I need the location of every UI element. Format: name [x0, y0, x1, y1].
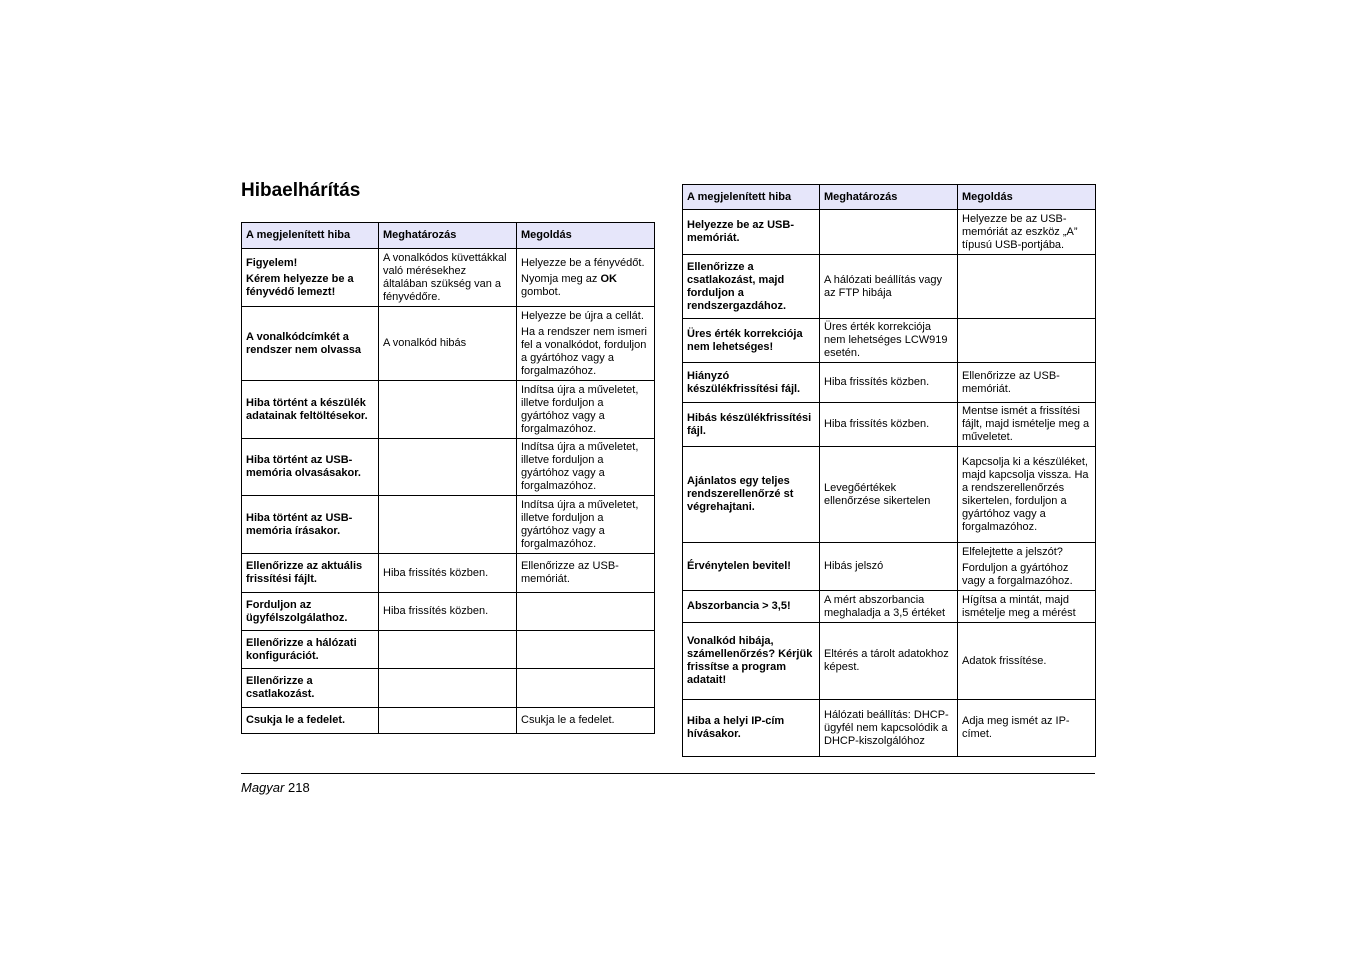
cause-cell: Hiba frissítés közben. [820, 403, 958, 447]
cause-cell [820, 210, 958, 255]
error-cell: Hiba történt az USB-memória olvasásakor. [242, 439, 379, 496]
solution-cell: Adja meg ismét az IP-címet. [958, 700, 1096, 757]
error-cell: Hiba történt a készülék adatainak feltöltésekor. [242, 381, 379, 439]
error-cell: Forduljon az ügyfélszolgálathoz. [242, 593, 379, 631]
error-cell: Hiba történt az USB-memória írásakor. [242, 496, 379, 554]
header-solution: Megoldás [517, 223, 655, 249]
error-cell: Vonalkód hibája, számellenőrzés? Kérjük frissítse a program adatait! [683, 623, 820, 700]
error-cell: Ellenőrizze a csatlakozást. [242, 669, 379, 708]
footer-page-number: 218 [287, 780, 310, 795]
header-error: A megjelenített hiba [683, 185, 820, 210]
solution-cell [517, 631, 655, 669]
error-cell: Csukja le a fedelet. [242, 708, 379, 734]
solution-cell: Indítsa újra a műveletet, illetve forduljon a gyártóhoz vagy a forgalmazóhoz. [517, 381, 655, 439]
error-cell: Ellenőrizze a csatlakozást, majd forduljon a rendszergazdához. [683, 255, 820, 319]
header-error: A megjelenített hiba [242, 223, 379, 249]
cause-cell: Üres érték korrekciója nem lehetséges LCW919 esetén. [820, 319, 958, 363]
solution-cell: Adatok frissítése. [958, 623, 1096, 700]
cause-cell: Hiba frissítés közben. [379, 554, 517, 593]
solution-cell: Kapcsolja ki a készüléket, majd kapcsolja vissza. Ha a rendszerellenőrzés sikertelen, forduljon a gyártóhoz vagy a forgalmazóhoz. [958, 447, 1096, 543]
cause-cell: A hálózati beállítás vagy az FTP hibája [820, 255, 958, 319]
troubleshooting-table-left [241, 222, 655, 734]
solution-cell [517, 593, 655, 631]
cause-cell: Hibás jelszó [820, 543, 958, 591]
solution-cell [958, 255, 1096, 319]
solution-cell [517, 669, 655, 708]
error-cell: Érvénytelen bevitel! [683, 543, 820, 591]
solution-cell: Csukja le a fedelet. [517, 708, 655, 734]
cause-cell [379, 708, 517, 734]
solution-cell: Mentse ismét a frissítési fájlt, majd ismételje meg a műveletet. [958, 403, 1096, 447]
cause-cell: Levegőértékek ellenőrzése sikertelen [820, 447, 958, 543]
solution-cell: Elfelejtette a jelszót? Forduljon a gyártóhoz vagy a forgalmazóhoz. [958, 543, 1096, 591]
cause-cell: A mért abszorbancia meghaladja a 3,5 értéket [820, 591, 958, 623]
page-title: Hibaelhárítás [241, 180, 361, 201]
error-cell: Hibás készülékfrissítési fájl. [683, 403, 820, 447]
cause-cell [379, 496, 517, 554]
solution-cell [958, 319, 1096, 363]
cause-cell: Eltérés a tárolt adatokhoz képest. [820, 623, 958, 700]
header-cause: Meghatározás [820, 185, 958, 210]
cause-cell: Hiba frissítés közben. [820, 363, 958, 403]
solution-cell: Indítsa újra a műveletet, illetve forduljon a gyártóhoz vagy a forgalmazóhoz. [517, 439, 655, 496]
error-cell: Hiba a helyi IP-cím hívásakor. [683, 700, 820, 757]
solution-cell: Ellenőrizze az USB-memóriát. [517, 554, 655, 593]
solution-cell: Helyezze be az USB-memóriát az eszköz „A” típusú USB-portjába. [958, 210, 1096, 255]
solution-cell: Helyezze be újra a cellát. Ha a rendszer nem ismeri fel a vonalkódot, forduljon a gyártóhoz vagy a forgalmazóhoz. [517, 307, 655, 381]
cause-cell: A vonalkód hibás [379, 307, 517, 381]
error-cell: A vonalkódcímkét a rendszer nem olvassa [242, 307, 379, 381]
error-cell: Figyelem! Kérem helyezze be a fényvédő lemezt! [242, 249, 379, 307]
cause-cell: Hiba frissítés közben. [379, 593, 517, 631]
cause-cell [379, 439, 517, 496]
cause-cell: Hálózati beállítás: DHCP-ügyfél nem kapcsolódik a DHCP-kiszolgálóhoz [820, 700, 958, 757]
error-cell: Helyezze be az USB-memóriát. [683, 210, 820, 255]
error-cell: Ellenőrizze az aktuális frissítési fájlt. [242, 554, 379, 593]
error-cell: Abszorbancia > 3,5! [683, 591, 820, 623]
solution-cell: Ellenőrizze az USB-memóriát. [958, 363, 1096, 403]
cause-cell [379, 669, 517, 708]
error-cell: Ajánlatos egy teljes rendszerellenőrzé st végrehajtani. [683, 447, 820, 543]
troubleshooting-table-right [682, 184, 1096, 757]
solution-cell: Hígítsa a mintát, majd ismételje meg a mérést [958, 591, 1096, 623]
error-cell: Ellenőrizze a hálózati konfigurációt. [242, 631, 379, 669]
header-cause: Meghatározás [379, 223, 517, 249]
header-solution: Megoldás [958, 185, 1096, 210]
cause-cell [379, 381, 517, 439]
solution-cell: Helyezze be a fényvédőt. Nyomja meg az OK gombot. [517, 249, 655, 307]
footer-rule [241, 773, 1095, 774]
cause-cell [379, 631, 517, 669]
footer-language: Magyar [241, 780, 285, 795]
page-footer [241, 780, 310, 795]
error-cell: Üres érték korrekciója nem lehetséges! [683, 319, 820, 363]
cause-cell: A vonalkódos küvettákkal való mérésekhez általában szükség van a fényvédőre. [379, 249, 517, 307]
solution-cell: Indítsa újra a műveletet, illetve forduljon a gyártóhoz vagy a forgalmazóhoz. [517, 496, 655, 554]
error-cell: Hiányzó készülékfrissítési fájl. [683, 363, 820, 403]
